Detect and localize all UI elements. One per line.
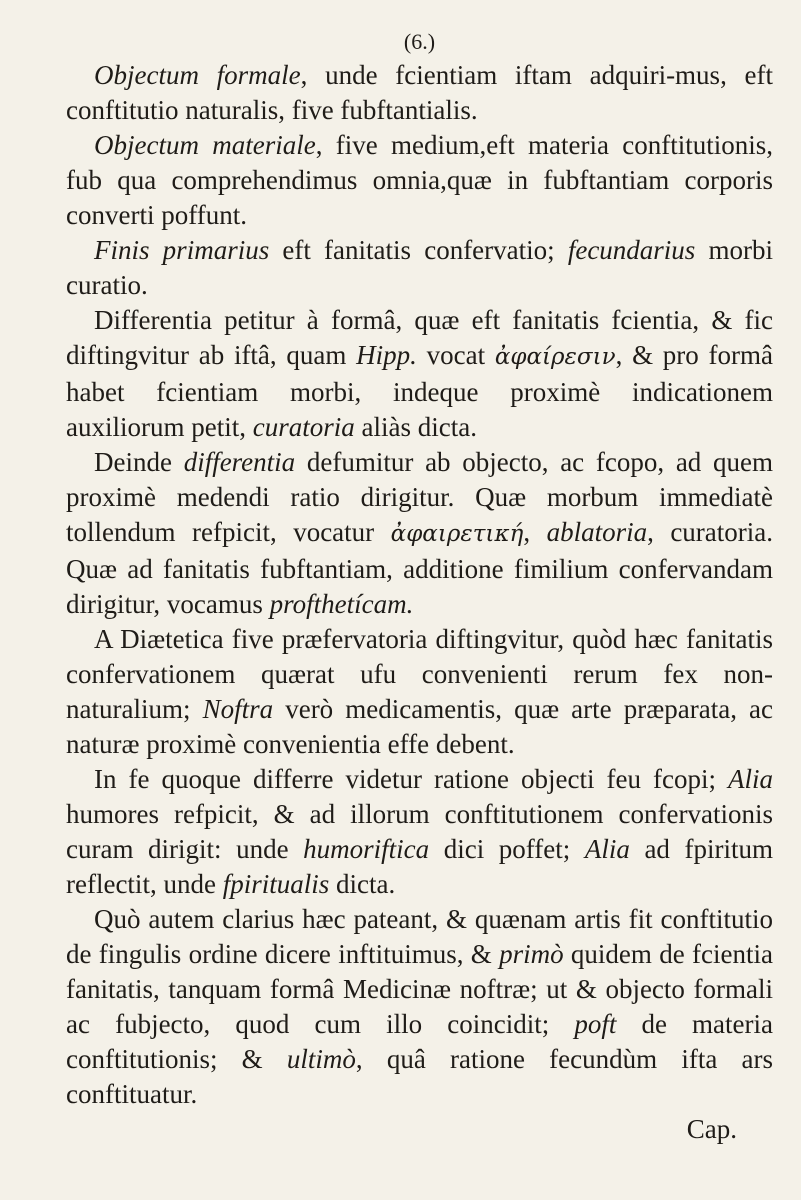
italic-term: ablatoria <box>546 517 648 547</box>
italic-term: primò <box>499 939 564 969</box>
page-number: (6.) <box>403 29 436 54</box>
text-run: Quò autem clarius hæc pateant, & quænam artis fit conftitutio de fingulis ordine dicere inftituimus, & <box>66 904 773 969</box>
italic-term: Hipp. <box>356 340 417 370</box>
text-run: verò medicamentis, quæ arte præparata, ac naturæ proximè convenientia effe debent. <box>66 694 774 759</box>
italic-term: Alia <box>728 764 773 794</box>
body-text <box>66 58 773 1112</box>
paragraph <box>66 622 773 762</box>
text-run: A Diætetica five præfervatoria diftingvitur, quòd hæc fanitatis confervationem quærat ufu convenienti rerum fex non-naturalium; <box>66 624 773 724</box>
italic-term: fpiritualis <box>222 869 330 899</box>
greek-term: ἀφαίρεσιν <box>494 344 616 370</box>
text-run: morbi curatio. <box>66 235 774 300</box>
paragraph <box>66 233 773 303</box>
italic-term: Alia <box>584 834 630 864</box>
text-run: defumitur ab objecto, ac fcopo, ad quem proximè medendi ratio dirigitur. Quæ morbum immediatè tollendum refpicit, vocatur <box>66 447 773 547</box>
italic-term: Noftra <box>202 694 274 724</box>
text-run: , five medium,eft materia conftitutionis, fub qua comprehendimus omnia,quæ in fubftantiam corporis converti poffunt. <box>66 130 773 230</box>
italic-term: humoriftica <box>303 834 430 864</box>
text-run: , <box>523 517 547 547</box>
paragraph <box>66 902 773 1112</box>
text-run: de materia conftitutionis; & <box>66 1009 773 1074</box>
text-run: humores refpicit, & ad illorum conftitutionem confervationis curam dirigit: unde <box>66 799 773 864</box>
text-run: Deinde <box>94 447 184 477</box>
paragraph <box>66 58 773 128</box>
italic-term: curatoria <box>252 412 355 442</box>
text-run: dicta. <box>329 869 396 899</box>
paragraph <box>66 303 773 445</box>
text-run: ad fpiritum reflectit, unde <box>66 834 773 899</box>
italic-term: Objectum materiale <box>94 130 316 160</box>
italic-term: Objectum formale <box>94 60 301 90</box>
italic-term: poft <box>574 1009 617 1039</box>
paragraph <box>66 762 773 902</box>
text-run: , quâ ratione fecundùm ifta ars conftituatur. <box>66 1044 773 1109</box>
text-run: vocat <box>416 340 495 370</box>
text-run: eft fanitatis confervatio; <box>269 235 568 265</box>
italic-term: Finis primarius <box>94 235 270 265</box>
italic-term: ultimò <box>286 1044 356 1074</box>
text-run: dici poffet; <box>429 834 585 864</box>
text-run: Differentia petitur à formâ, quæ eft fanitatis fcientia, & fic diftingvitur ab iftâ, quam <box>66 305 773 370</box>
italic-term: fecundarius <box>567 235 696 265</box>
paragraph <box>66 445 773 622</box>
text-run: In fe quoque differre videtur ratione objecti feu fcopi; <box>94 764 728 794</box>
italic-term: differentia <box>183 447 296 477</box>
greek-term: ἀφαιρετική <box>390 521 524 547</box>
text-run: quidem de fcientia fanitatis, tanquam formâ Medicinæ noftræ; ut & objecto formali ac fubjecto, quod cum illo coincidit; <box>66 939 773 1039</box>
italic-term: profthetícam. <box>269 589 414 619</box>
catchword: Cap. <box>686 1114 737 1144</box>
paragraph <box>66 128 773 233</box>
text-run: , unde fcientiam iftam adquiri-mus, eft conftitutio naturalis, five fubftantialis. <box>66 60 773 125</box>
text-run: , curatoria. Quæ ad fanitatis fubftantiam, additione fimilium confervandam dirigitur, vocamus <box>66 517 774 619</box>
text-run: aliàs dicta. <box>354 412 477 442</box>
text-run: , & pro formâ habet fcientiam morbi, indeque proximè indicationem auxiliorum petit, <box>66 340 773 442</box>
